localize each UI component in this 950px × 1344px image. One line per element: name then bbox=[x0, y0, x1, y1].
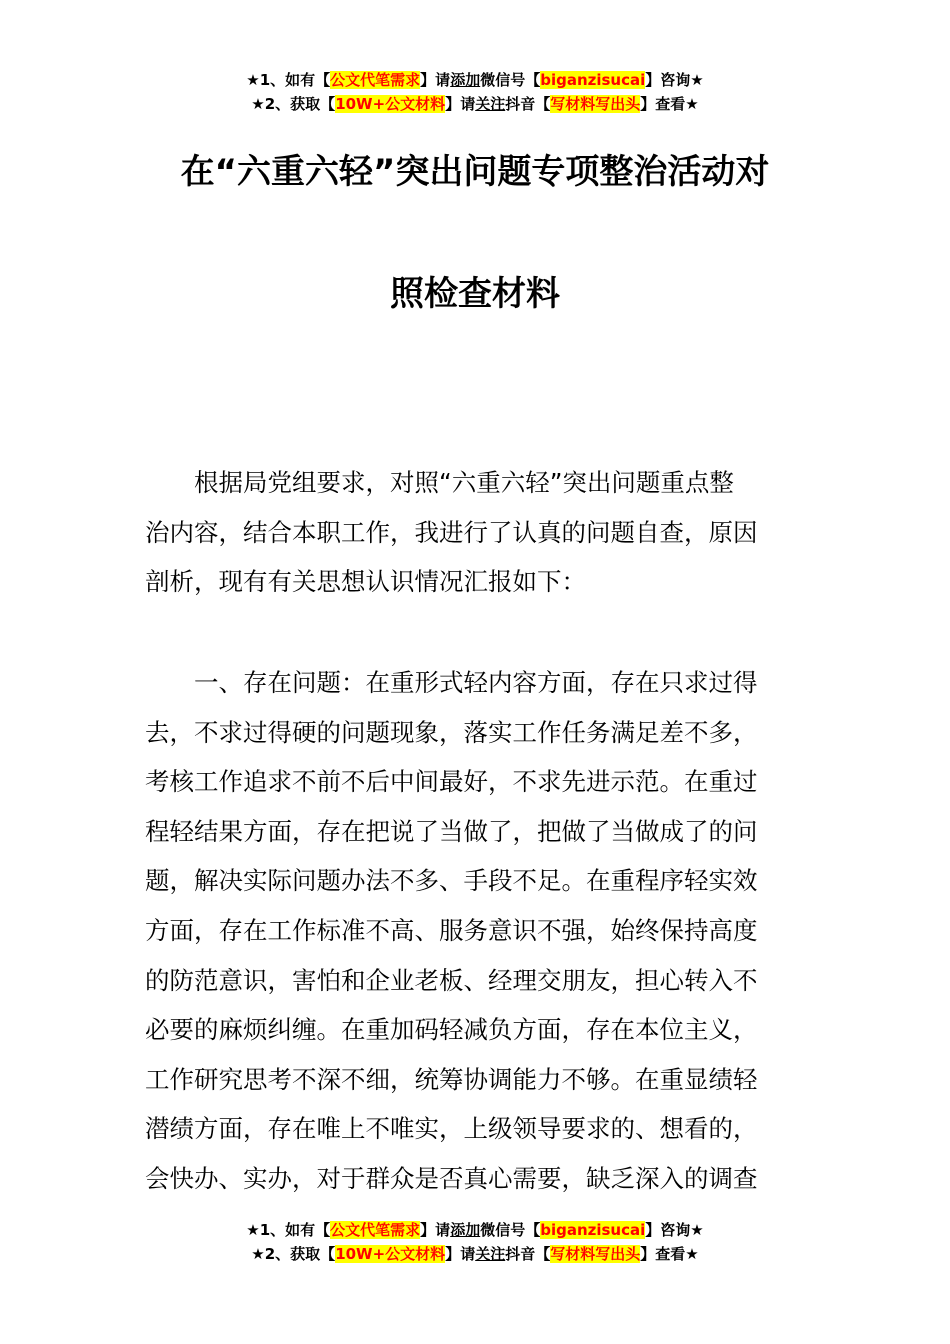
banner-text: ★2、获取【 bbox=[251, 1245, 336, 1263]
banner-line-2 bbox=[0, 92, 950, 116]
banner-text: 】咨询★ bbox=[645, 1221, 704, 1239]
banner-text: ★2、获取【 bbox=[251, 95, 336, 113]
text-line: 去，不求过得硬的问题现象，落实工作任务满足差不多， bbox=[145, 717, 758, 747]
banner-text: 微信号【 bbox=[480, 1221, 541, 1239]
banner-highlight-wechat: biganzisucai bbox=[540, 1221, 646, 1239]
banner-underlined: 添加 bbox=[450, 1221, 481, 1239]
banner-text: 抖音【 bbox=[505, 1245, 551, 1263]
banner-line-1 bbox=[0, 68, 950, 92]
text-line: 剖析，现有有关思想认识情况汇报如下： bbox=[145, 567, 586, 597]
banner-text: 抖音【 bbox=[505, 95, 551, 113]
banner-text: 】请 bbox=[420, 71, 451, 89]
text-line: 方面，存在工作标准不高、服务意识不强，始终保持高度 bbox=[145, 915, 758, 945]
text-line: 治内容，结合本职工作，我进行了认真的问题自查，原因 bbox=[145, 517, 758, 547]
banner-text: 】请 bbox=[445, 1245, 476, 1263]
text-line: 潜绩方面，存在唯上不唯实，上级领导要求的、想看的， bbox=[145, 1114, 758, 1144]
banner-text: 】请 bbox=[420, 1221, 451, 1239]
banner-highlight-douyin: 写材料写出头 bbox=[550, 1245, 641, 1263]
document-title-line-2: 照检查材料 bbox=[390, 274, 560, 314]
banner-underlined: 添加 bbox=[450, 71, 481, 89]
text-line: 题，解决实际问题办法不多、手段不足。在重程序轻实效 bbox=[145, 866, 758, 896]
banner-text: 】咨询★ bbox=[645, 71, 704, 89]
banner-underlined: 关注 bbox=[475, 1245, 506, 1263]
paragraph-problems bbox=[145, 658, 810, 1204]
text-line: 会快办、实办，对于群众是否真心需要，缺乏深入的调查 bbox=[145, 1163, 758, 1193]
banner-text: 】查看★ bbox=[640, 1245, 699, 1263]
banner-text: 】请 bbox=[445, 95, 476, 113]
banner-line-2 bbox=[0, 1242, 950, 1266]
banner-line-1 bbox=[0, 1218, 950, 1242]
text-line: 必要的麻烦纠缠。在重加码轻减负方面，存在本位主义， bbox=[145, 1015, 758, 1045]
text-line: 根据局党组要求，对照“六重六轻”突出问题重点整 bbox=[145, 468, 734, 497]
banner-highlight-service: 公文代笔需求 bbox=[330, 1221, 421, 1239]
banner-text: 】查看★ bbox=[640, 95, 699, 113]
banner-highlight-douyin: 写材料写出头 bbox=[550, 95, 641, 113]
header-banner bbox=[0, 68, 950, 116]
banner-highlight-service: 公文代笔需求 bbox=[330, 71, 421, 89]
banner-text: ★1、如有【 bbox=[246, 1221, 331, 1239]
paragraph-intro bbox=[145, 458, 810, 607]
footer-banner bbox=[0, 1218, 950, 1266]
text-line: 考核工作追求不前不后中间最好，不求先进示范。在重过 bbox=[145, 767, 758, 797]
text-line: 程轻结果方面，存在把说了当做了，把做了当做成了的问 bbox=[145, 816, 758, 846]
banner-text: 微信号【 bbox=[480, 71, 541, 89]
document-title-line-1: 在“六重六轻”突出问题专项整治活动对 bbox=[180, 152, 770, 192]
text-line: 一、存在问题：在重形式轻内容方面，存在只求过得 bbox=[145, 668, 758, 697]
banner-underlined: 关注 bbox=[475, 95, 506, 113]
banner-highlight-wechat: biganzisucai bbox=[540, 71, 646, 89]
banner-highlight-materials: 10W+公文材料 bbox=[335, 1245, 446, 1263]
text-line: 的防范意识，害怕和企业老板、经理交朋友，担心转入不 bbox=[145, 965, 758, 995]
banner-text: ★1、如有【 bbox=[246, 71, 331, 89]
text-line: 工作研究思考不深不细，统筹协调能力不够。在重显绩轻 bbox=[145, 1064, 758, 1094]
banner-highlight-materials: 10W+公文材料 bbox=[335, 95, 446, 113]
